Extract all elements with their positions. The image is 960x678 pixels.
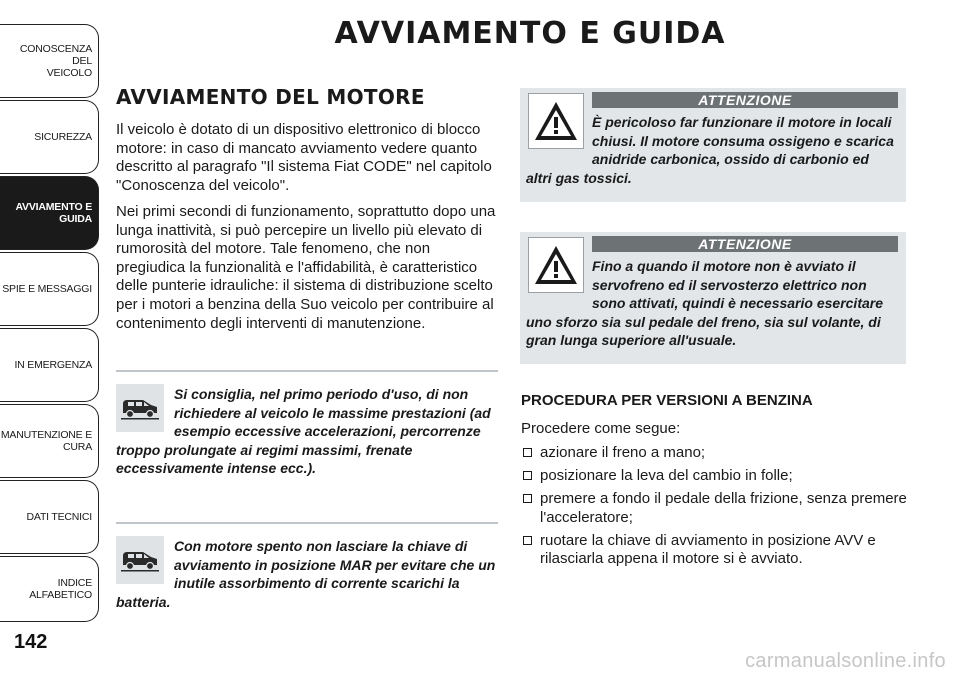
procedure-step (521, 532, 911, 568)
warning-box-closed-spaces (520, 88, 906, 202)
warning-text: È pericoloso far funzionare il motore in locali chiusi. Il motore consuma ossigeno e scarica anidride carbonica, ossido di carbonio ed altri gas tossici. (526, 114, 894, 186)
page-number: 142 (14, 631, 48, 653)
step-text: ruotare la chiave di avviamento in posizione AVV e rilasciarla appena il motore si è avviato. (540, 531, 876, 568)
tab-conoscenza-del-veicolo[interactable]: CONOSCENZA DEL VEICOLO (0, 24, 99, 98)
warning-box-servo (520, 232, 906, 364)
warning-text: Fino a quando il motore non è avviato il servofreno ed il servosterzo elettrico non sono attivati, quindi è necessario esercitare uno sforzo sia sul pedale del freno, sia sul volante, di gran lunga superiore all'usuale. (526, 258, 883, 348)
warning-header: ATTENZIONE (592, 236, 898, 252)
checkbox-bullet-icon (523, 471, 532, 480)
warning-triangle-icon (528, 93, 584, 149)
watermark: carmanualsonline.info (745, 650, 946, 672)
checkbox-bullet-icon (523, 536, 532, 545)
checkbox-bullet-icon (523, 494, 532, 503)
section-title: AVVIAMENTO DEL MOTORE (116, 85, 425, 109)
procedure-step (521, 490, 911, 526)
warning-header: ATTENZIONE (592, 92, 898, 108)
procedure-step (521, 444, 911, 462)
note-text: Con motore spento non lasciare la chiave di avviamento in posizione MAR per evitare che un inutile assorbimento di corrente scarichi la batteria. (116, 538, 496, 610)
tab-dati-tecnici[interactable]: DATI TECNICI (0, 480, 99, 554)
procedure-intro: Procedere come segue: (521, 420, 681, 437)
paragraph-immobilizer: Il veicolo è dotato di un dispositivo elettronico di blocco motore: in caso di mancato avviamento vedere quanto descritto al paragrafo "Il sistema Fiat CODE" nel capitolo "Conoscenza del veicolo". (116, 121, 492, 194)
note-text: Si consiglia, nel primo periodo d'uso, di non richiedere al veicolo le massime prestazioni (ad esempio eccessive accelerazioni, percorrenze troppo prolungate ai regimi massimi, frenate eccessivamente intense ecc.). (116, 386, 491, 476)
checkbox-bullet-icon (523, 448, 532, 457)
procedure-title: PROCEDURA PER VERSIONI A BENZINA (521, 392, 813, 409)
paragraph-noise: Nei primi secondi di funzionamento, soprattutto dopo una lunga inattività, si può percepire un livello più elevato di rumorosità del motore. Tale fenomeno, che non pregiudica la funzionalità e l'affidabilità, è caratteristico delle punterie idrauliche: il sistema di distribuzione scelto per i motori a benzina della Suo veicolo per contribuire al contenimento degli interventi di manutenzione. (116, 203, 496, 332)
warning-triangle-icon (528, 237, 584, 293)
tab-sicurezza[interactable]: SICUREZZA (0, 100, 99, 174)
tab-manutenzione-e-cura[interactable]: MANUTENZIONE E CURA (0, 404, 99, 478)
van-icon (116, 536, 164, 584)
step-text: posizionare la leva del cambio in folle; (540, 467, 793, 485)
tab-spie-e-messaggi[interactable]: SPIE E MESSAGGI (0, 252, 99, 326)
note-battery (116, 522, 498, 612)
van-icon (116, 384, 164, 432)
note-break-in (116, 370, 498, 482)
chapter-sidebar (0, 0, 100, 678)
step-text: azionare il freno a mano; (540, 444, 706, 461)
page-title: AVVIAMENTO E GUIDA (334, 16, 726, 51)
tab-indice-alfabetico[interactable]: INDICE ALFABETICO (0, 556, 99, 622)
tab-in-emergenza[interactable]: IN EMERGENZA (0, 328, 99, 402)
tab-avviamento-e-guida[interactable]: AVVIAMENTO E GUIDA (0, 176, 99, 250)
procedure-steps (521, 444, 911, 573)
step-text: premere a fondo il pedale della frizione, senza premere l'acceleratore; (540, 490, 907, 526)
procedure-step (521, 467, 911, 485)
